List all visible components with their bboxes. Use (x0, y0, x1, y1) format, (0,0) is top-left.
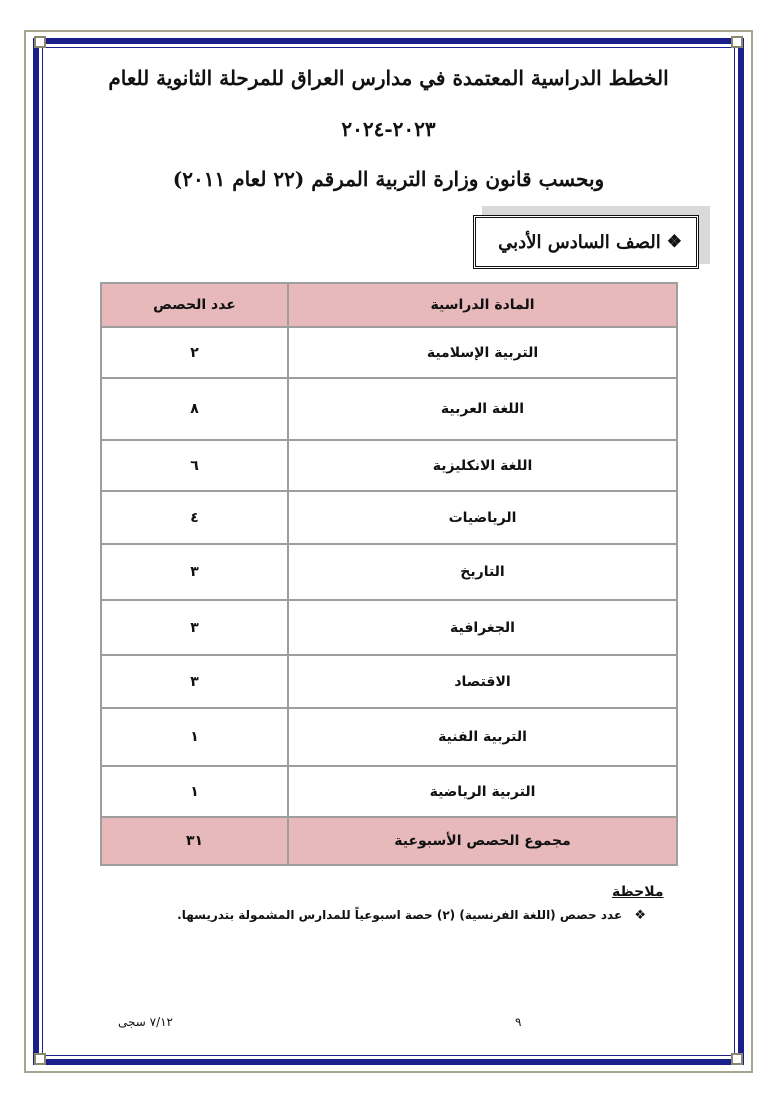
academic-year: ٢٠٢٣-٢٠٢٤ (341, 117, 436, 141)
subject-cell: اللغة الانكليزية (288, 440, 677, 491)
corner-ornament-top-right (731, 36, 743, 48)
periods-cell: ٣ (101, 544, 288, 600)
table-total-row (101, 817, 677, 865)
periods-cell: ٤ (101, 491, 288, 544)
subject-cell: التاريخ (288, 544, 677, 600)
law-reference: وبحسب قانون وزارة التربية المرقم (٢٢ لعام ٢٠١١) (172, 167, 605, 191)
table-row (101, 766, 677, 817)
table-row (101, 491, 677, 544)
corner-ornament-top-left (34, 36, 46, 48)
subject-cell: التربية الفنية (288, 708, 677, 766)
footer-reference: ٧/١٢ سجى (118, 1015, 174, 1029)
table-row (101, 378, 677, 440)
diamond-bullet-icon: ❖ (666, 232, 682, 252)
table-row (101, 600, 677, 655)
table-row (101, 327, 677, 378)
table-header-row (101, 283, 677, 327)
periods-cell: ٣ (101, 655, 288, 708)
note-title: ملاحظة (612, 884, 664, 900)
total-periods-cell: ٣١ (101, 817, 288, 865)
table-row (101, 544, 677, 600)
column-header-subject: المادة الدراسية (288, 283, 677, 327)
total-label-cell: مجموع الحصص الأسبوعية (288, 817, 677, 865)
note-text: عدد حصص (اللغة الفرنسية) (٢) حصة اسبوعياً للمدارس المشمولة بتدريسها. (177, 908, 623, 922)
periods-cell: ١ (101, 766, 288, 817)
study-plan-table (100, 282, 678, 866)
subject-cell: التربية الرياضية (288, 766, 677, 817)
periods-cell: ٨ (101, 378, 288, 440)
table-row (101, 708, 677, 766)
subject-cell: اللغة العربية (288, 378, 677, 440)
periods-cell: ٣ (101, 600, 288, 655)
column-header-periods: عدد الحصص (101, 283, 288, 327)
table-row (101, 440, 677, 491)
subject-cell: التربية الإسلامية (288, 327, 677, 378)
periods-cell: ١ (101, 708, 288, 766)
subject-cell: الاقتصاد (288, 655, 677, 708)
corner-ornament-bottom-right (731, 1053, 743, 1065)
table-row (101, 655, 677, 708)
periods-cell: ٦ (101, 440, 288, 491)
page-number: ٩ (515, 1015, 522, 1029)
periods-cell: ٢ (101, 327, 288, 378)
diamond-bullet-icon: ❖ (634, 908, 646, 923)
page-title: الخطط الدراسية المعتمدة في مدارس العراق للمرحلة الثانوية للعام (108, 66, 669, 90)
grade-heading-box (473, 215, 699, 269)
corner-ornament-bottom-left (34, 1053, 46, 1065)
subject-cell: الرياضيات (288, 491, 677, 544)
grade-label: الصف السادس الأدبي (498, 231, 661, 253)
subject-cell: الجغرافية (288, 600, 677, 655)
note-item (170, 908, 646, 923)
